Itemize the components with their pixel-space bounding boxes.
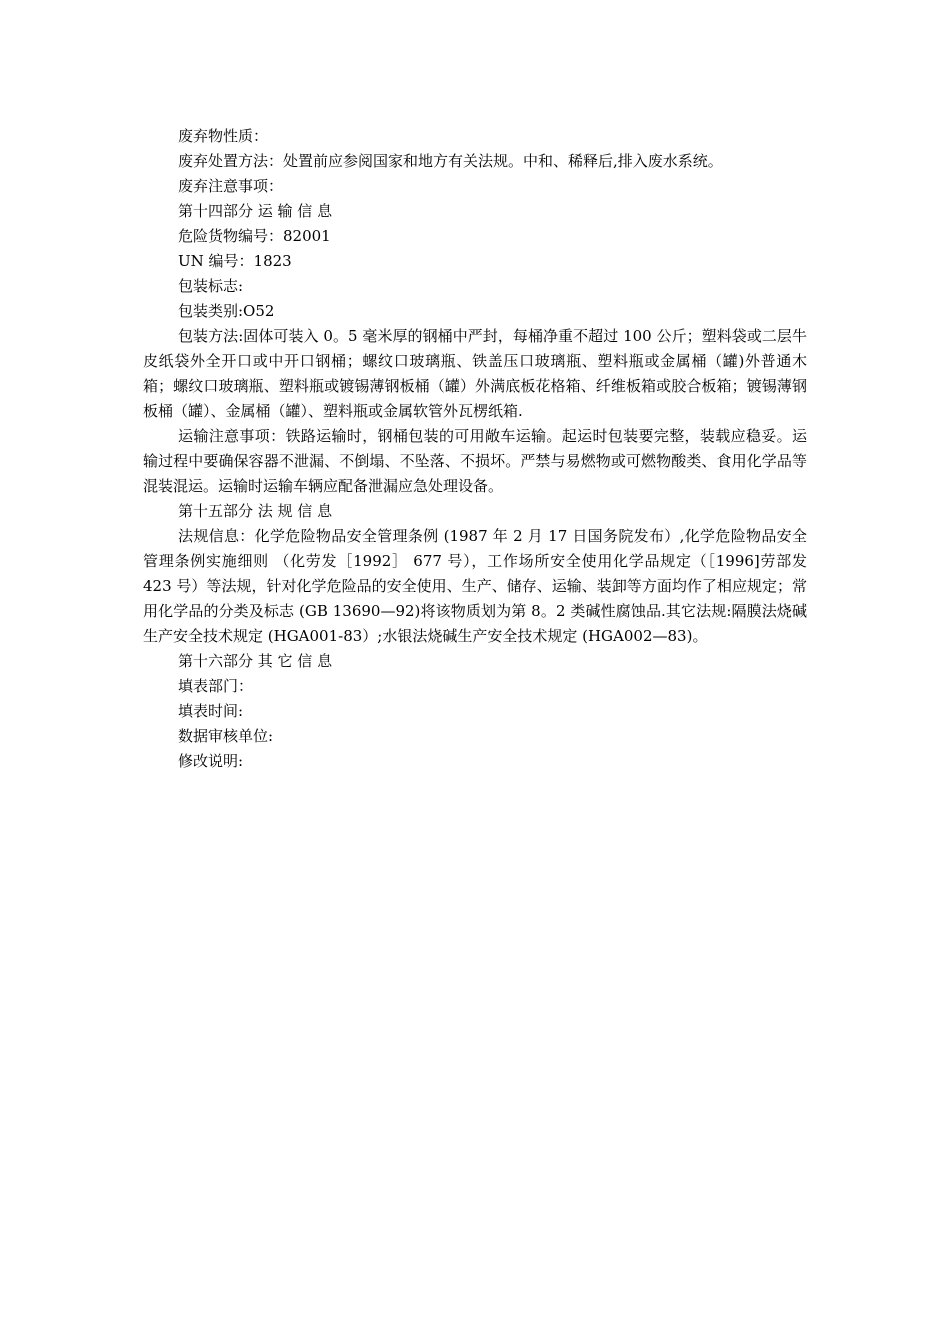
document-page [143, 124, 807, 774]
un-number: UN 编号：1823 [178, 252, 292, 270]
section-14-title: 第十四部分 运 输 信 息 [178, 202, 333, 220]
revision-note: 修改说明: [178, 752, 244, 770]
package-method: 包装方法:固体可装入 0。5 毫米厚的钢桶中严封，每桶净重不超过 100 公斤；塑料袋或二层牛皮纸袋外全开口或中开口钢桶；螺纹口玻璃瓶、铁盖压口玻璃瓶、塑料瓶或金属桶（罐)外普通木箱；螺纹口玻璃瓶、塑料瓶或镀锡薄钢板桶（罐）外满底板花格箱、纤维板箱或胶合板箱；镀锡薄钢板桶（罐）、金属桶（罐）、塑料瓶或金属软管外瓦楞纸箱. [143, 327, 807, 420]
package-category: 包装类别:O52 [178, 302, 275, 320]
transport-notes: 运输注意事项：铁路运输时，钢桶包装的可用敞车运输。起运时包装要完整，装载应稳妥。运输过程中要确保容器不泄漏、不倒塌、不坠落、不损坏。严禁与易燃物或可燃物酸类、食用化学品等混装混运。运输时运输车辆应配备泄漏应急处理设备。 [143, 427, 807, 495]
dangerous-goods-number: 危险货物编号：82001 [178, 227, 331, 245]
form-department: 填表部门： [178, 677, 254, 695]
waste-notes: 废弃注意事项： [178, 177, 284, 195]
waste-disposal: 废弃处置方法：处置前应参阅国家和地方有关法规。中和、稀释后,排入废水系统。 [178, 152, 723, 170]
regulation-info: 法规信息：化学危险物品安全管理条例 (1987 年 2 月 17 日国务院发布）,化学危险物品安全管理条例实施细则 （化劳发［1992］ 677 号），工作场所安全使用化学品规定（［1996]劳部发 423 号）等法规，针对化学危险品的安全使用、生产、储存、运输、装卸等方面均作了相应规定；常用化学品的分类及标志 (GB 13690—92)将该物质划为第 8。2 类碱性腐蚀品.其它法规:隔膜法烧碱生产安全技术规定 (HGA001-83）;水银法烧碱生产安全技术规定 (HGA002—83)。 [143, 527, 807, 645]
section-15-title: 第十五部分 法 规 信 息 [178, 502, 333, 520]
section-16-title: 第十六部分 其 它 信 息 [178, 652, 333, 670]
waste-nature: 废弃物性质： [178, 127, 269, 145]
package-mark: 包装标志: [178, 277, 244, 295]
data-review-unit: 数据审核单位: [178, 727, 274, 745]
form-time: 填表时间: [178, 702, 244, 720]
